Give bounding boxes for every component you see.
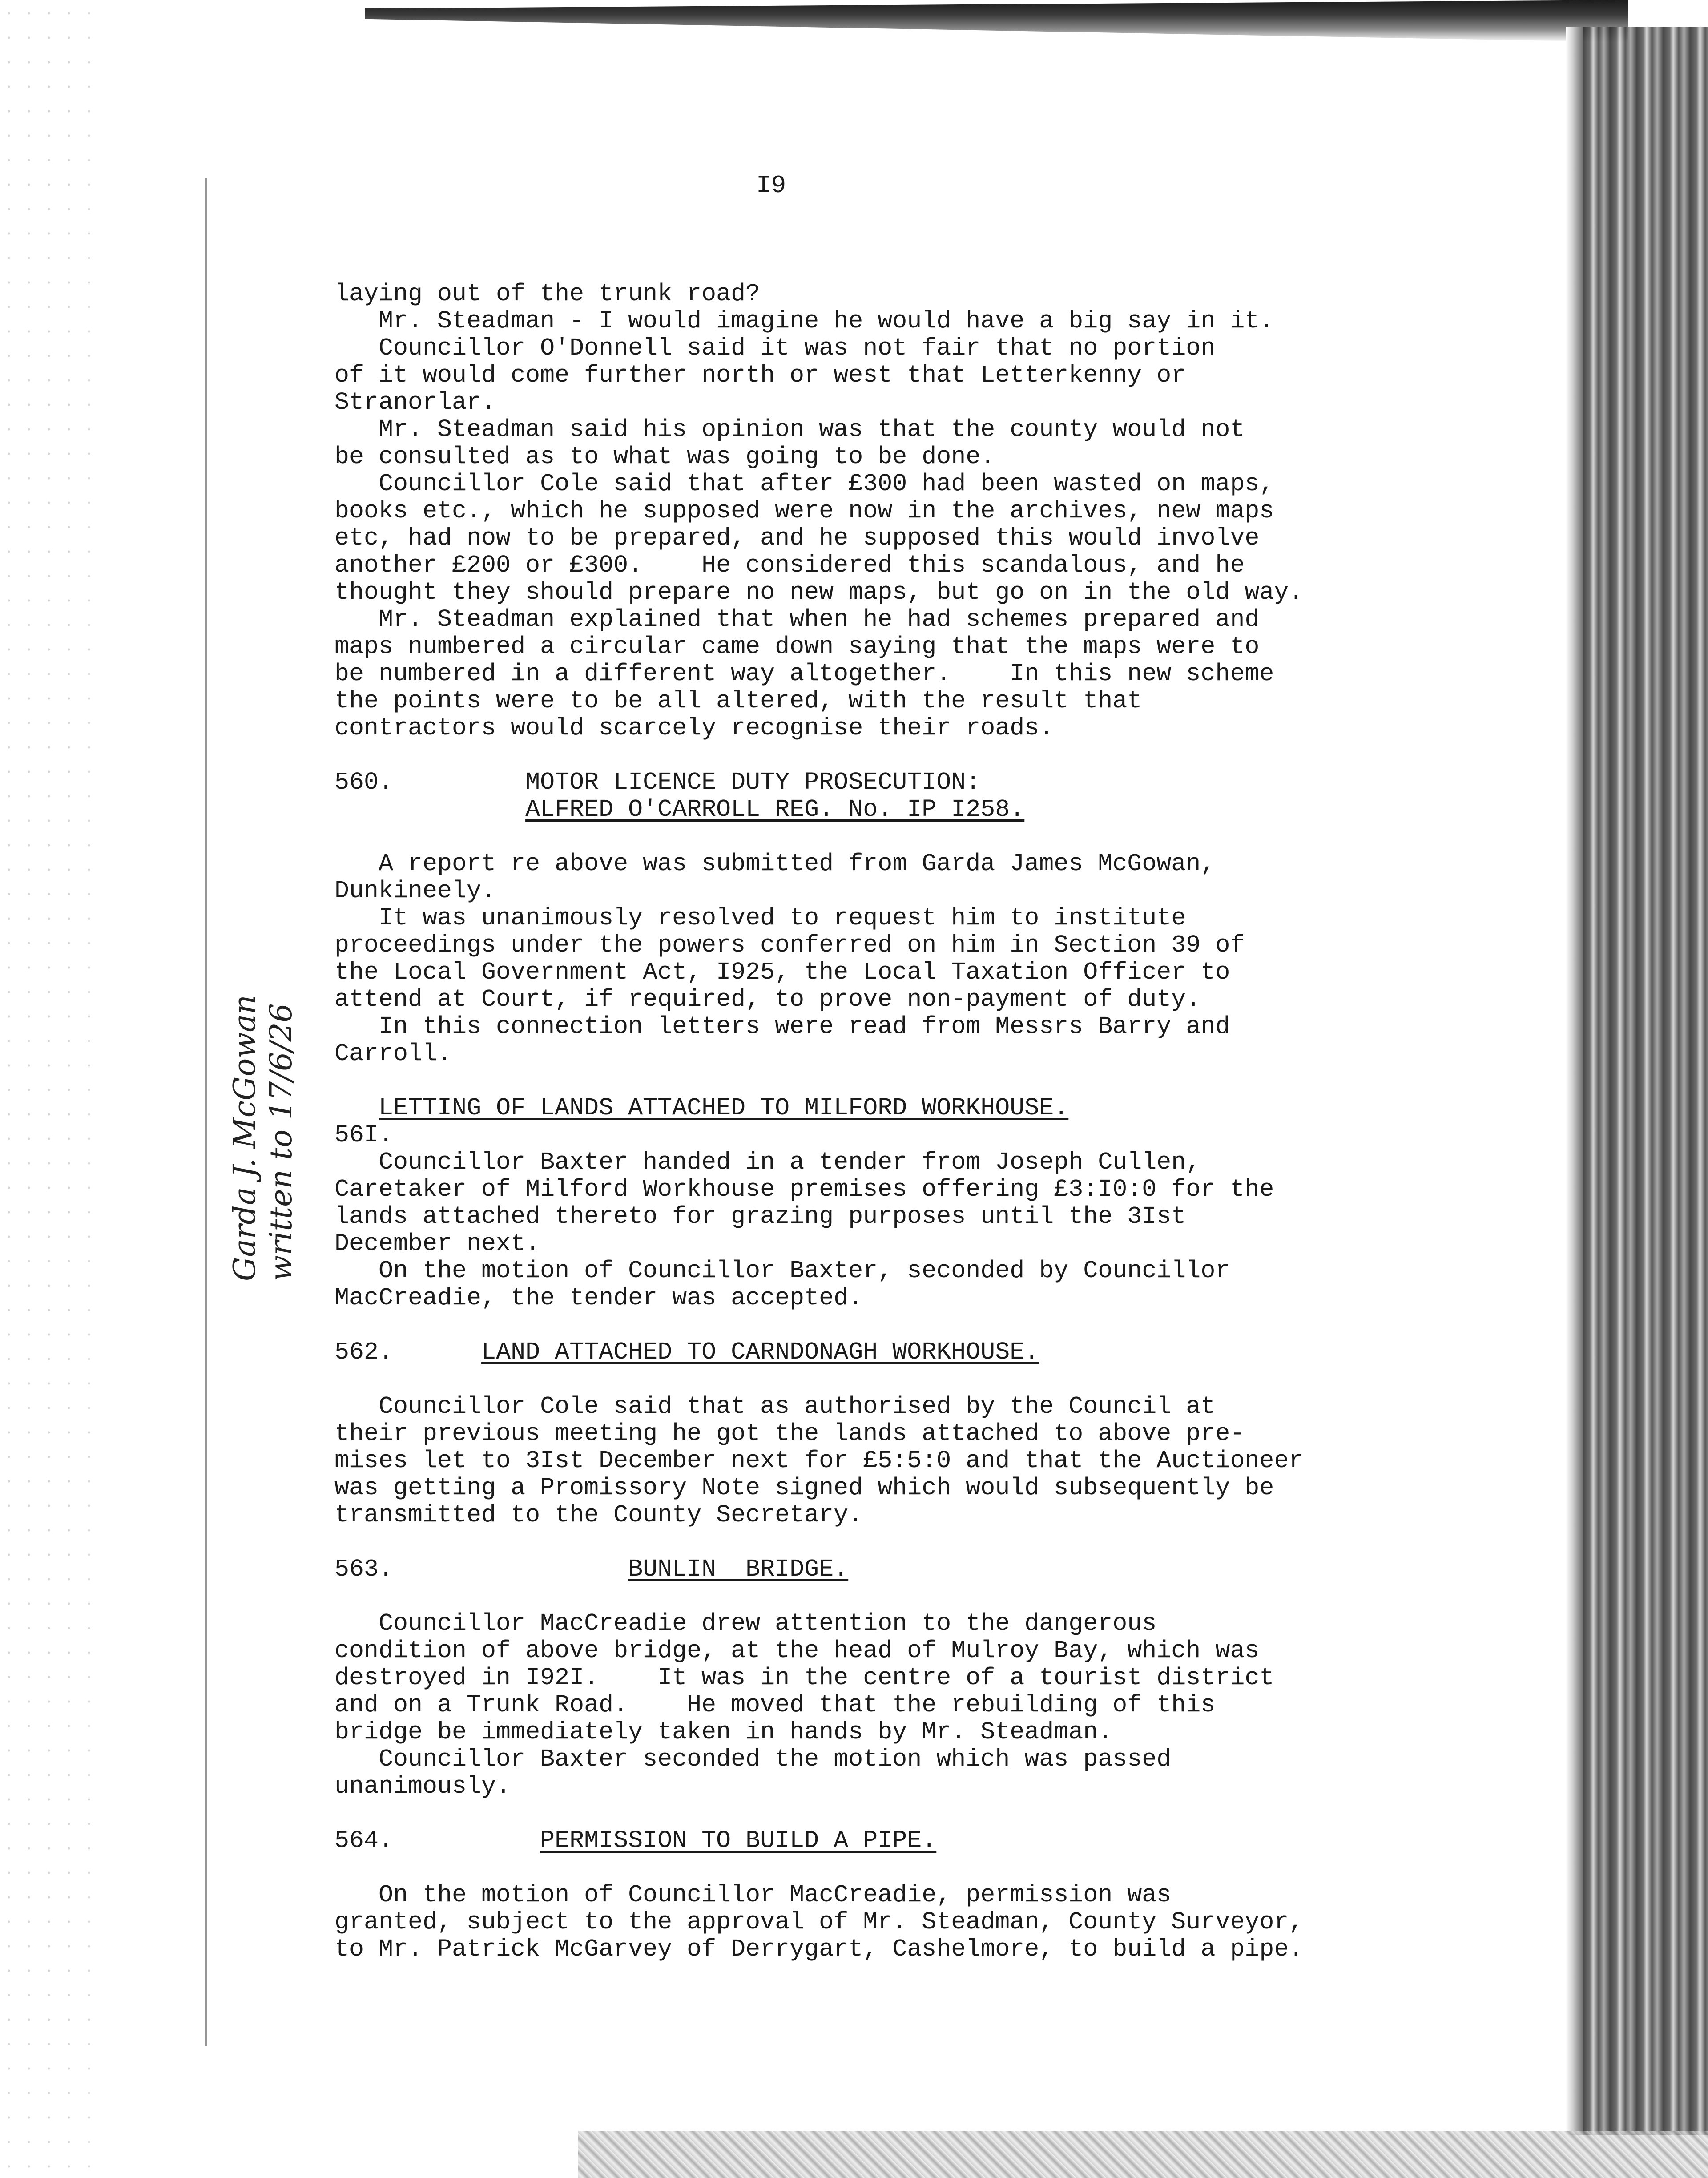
text-line [334,389,1411,416]
text-line-content: Councillor Cole said that as authorised by the Council at [334,1392,1216,1420]
text-line-content: destroyed in I92I. It was in the centre of a tourist district [334,1664,1274,1692]
text-line [334,633,1411,660]
text-line [334,1176,1411,1203]
text-line-content: Councillor Cole said that after £300 had been wasted on maps, [334,470,1274,498]
text-line [334,1691,1411,1718]
text-line [334,1393,1411,1420]
text-line [334,1501,1411,1529]
text-line [334,1881,1411,1908]
text-line [334,1149,1411,1176]
text-line-content: granted, subject to the approval of Mr. Steadman, County Surveyor, [334,1908,1304,1936]
section-heading-line [334,1827,1411,1854]
text-line [334,959,1411,986]
text-line [334,1203,1411,1230]
text-line-content: Councillor O'Donnell said it was not fair that no portion [334,334,1216,362]
blank-line [334,1067,1411,1094]
text-line [334,1040,1411,1067]
blank-line [334,823,1411,850]
text-line-content: be numbered in a different way altogether. In this new scheme [334,660,1274,688]
text-line-content: Mr. Steadman - I would imagine he would have a big say in it. [334,307,1274,335]
text-line [334,1013,1411,1040]
heading-title: LETTING OF LANDS ATTACHED TO MILFORD WORKHOUSE. [379,1094,1069,1122]
text-line [334,280,1411,307]
blank-line [334,742,1411,769]
text-line-content [334,795,1024,823]
heading-prefix: 564. [334,1827,540,1855]
text-line-content: Caretaker of Milford Workhouse premises offering £3:I0:0 for the [334,1175,1274,1203]
text-line-content: Councillor MacCreadie drew attention to the dangerous [334,1609,1157,1638]
text-line [334,769,1411,796]
text-line [334,524,1411,552]
text-line-content: A report re above was submitted from Garda James McGowan, [334,850,1216,878]
scan-edge-left [0,0,98,2178]
text-line [334,877,1411,904]
text-line [334,416,1411,443]
scan-binding-right [1583,27,1708,2135]
heading-prefix [334,1094,379,1122]
blank-line [334,1311,1411,1339]
text-line-content: Councillor Baxter seconded the motion which was passed [334,1745,1172,1773]
text-line [334,362,1411,389]
text-line [334,1610,1411,1637]
text-line-content: unanimously. [334,1772,511,1800]
text-line-content: was getting a Promissory Note signed which would subsequently be [334,1474,1274,1502]
text-line-content: to Mr. Patrick McGarvey of Derrygart, Cashelmore, to build a pipe. [334,1935,1304,1963]
text-line [334,1447,1411,1474]
text-line-content: their previous meeting he got the lands attached to above pre- [334,1420,1245,1448]
scan-edge-top [365,0,1628,42]
text-line-content: the points were to be all altered, with the result that [334,687,1142,715]
text-line-content [334,1338,1039,1366]
text-line-content: attend at Court, if required, to prove non-payment of duty. [334,985,1201,1013]
text-line [334,579,1411,606]
text-line [334,687,1411,714]
text-line-content: MacCreadie, the tender was accepted. [334,1284,863,1312]
text-line-content: books etc., which he supposed were now in the archives, new maps [334,497,1274,525]
blank-line [334,1583,1411,1610]
text-line-content: December next. [334,1230,540,1258]
handwritten-margin-note [227,995,300,1281]
text-line-content: Carroll. [334,1040,452,1068]
text-line-content: of it would come further north or west that Letterkenny or [334,361,1186,389]
text-line [334,1230,1411,1257]
heading-title: BUNLIN BRIDGE. [628,1555,849,1583]
text-line-content: Councillor Baxter handed in a tender from Joseph Cullen, [334,1148,1201,1176]
section-heading-line [334,1339,1411,1366]
text-line-content: Dunkineely. [334,877,496,905]
text-line [334,986,1411,1013]
text-line-content: contractors would scarcely recognise their roads. [334,714,1054,742]
blank-line [334,1800,1411,1827]
text-line-content: Stranorlar. [334,388,496,416]
text-line-content: laying out of the trunk road? [334,280,761,308]
text-line [334,850,1411,877]
text-line-content: maps numbered a circular came down saying that the maps were to [334,633,1260,661]
text-line-content: bridge be immediately taken in hands by Mr. Steadman. [334,1718,1113,1746]
text-line-content: thought they should prepare no new maps, but go on in the old way. [334,578,1304,606]
text-line [334,714,1411,742]
text-line [334,443,1411,470]
blank-line [334,1854,1411,1881]
blank-line [334,1366,1411,1393]
text-line [334,606,1411,633]
heading-title: LAND ATTACHED TO CARNDONAGH WORKHOUSE. [481,1338,1039,1366]
text-line-content [334,1555,848,1583]
text-line-content [334,1094,1068,1122]
text-line-content: the Local Government Act, I925, the Local Taxation Officer to [334,958,1230,986]
text-line [334,1718,1411,1746]
text-line [334,904,1411,932]
text-line-content: be consulted as to what was going to be done. [334,443,995,471]
blank-line [334,1529,1411,1556]
page-curl-shadow [1566,27,1583,2135]
text-line [334,1746,1411,1773]
text-line [334,1474,1411,1501]
text-line [334,552,1411,579]
text-line-content: transmitted to the County Secretary. [334,1501,863,1529]
text-line-content: and on a Trunk Road. He moved that the rebuilding of this [334,1691,1216,1719]
text-line-content: Mr. Steadman said his opinion was that the county would not [334,415,1245,444]
text-line [334,1121,1411,1149]
text-line [334,1664,1411,1691]
text-line-content: On the motion of Councillor MacCreadie, permission was [334,1881,1172,1909]
page-number: I9 [756,171,786,200]
text-line-content [334,1827,936,1855]
heading-title: PERMISSION TO BUILD A PIPE. [540,1827,937,1855]
text-line-content: It was unanimously resolved to request him to institute [334,904,1186,932]
text-line-content: On the motion of Councillor Baxter, seconded by Councillor [334,1257,1230,1285]
text-line [334,1908,1411,1936]
text-line-content: 56I. [334,1121,394,1149]
heading-title: ALFRED O'CARROLL REG. No. IP I258. [525,795,1025,823]
text-line-content: etc, had now to be prepared, and he supposed this would involve [334,524,1260,552]
heading-prefix: 562. [334,1338,482,1366]
handwritten-line: Garda J. McGowan [227,995,262,1281]
text-line [334,1773,1411,1800]
section-heading-line [334,796,1411,823]
text-line-content: lands attached thereto for grazing purposes until the 3Ist [334,1202,1186,1230]
heading-prefix [334,795,525,823]
text-line-content: proceedings under the powers conferred on him in Section 39 of [334,931,1245,959]
text-line [334,1936,1411,1963]
text-line-content: Mr. Steadman explained that when he had schemes prepared and [334,605,1260,633]
text-line [334,1420,1411,1447]
scan-edge-bottom [578,2131,1708,2178]
text-line-content: condition of above bridge, at the head of Mulroy Bay, which was [334,1637,1260,1665]
text-line-content: In this connection letters were read from Messrs Barry and [334,1012,1230,1041]
margin-rule [205,178,207,2046]
document-body [334,280,1411,1963]
text-line [334,1257,1411,1284]
handwritten-line: written to 17/6/26 [264,1003,299,1281]
section-heading-line [334,1094,1411,1121]
text-line [334,307,1411,335]
text-line [334,1284,1411,1311]
text-line-content: mises let to 3Ist December next for £5:5:0 and that the Auctioneer [334,1447,1304,1475]
text-line-content: 560. MOTOR LICENCE DUTY PROSECUTION: [334,768,981,796]
heading-prefix: 563. [334,1555,628,1583]
section-heading-line [334,1556,1411,1583]
text-line [334,335,1411,362]
text-line [334,660,1411,687]
text-line [334,497,1411,524]
text-line [334,932,1411,959]
text-line-content: another £200 or £300. He considered this scandalous, and he [334,551,1245,579]
text-line [334,1637,1411,1664]
text-line [334,470,1411,497]
